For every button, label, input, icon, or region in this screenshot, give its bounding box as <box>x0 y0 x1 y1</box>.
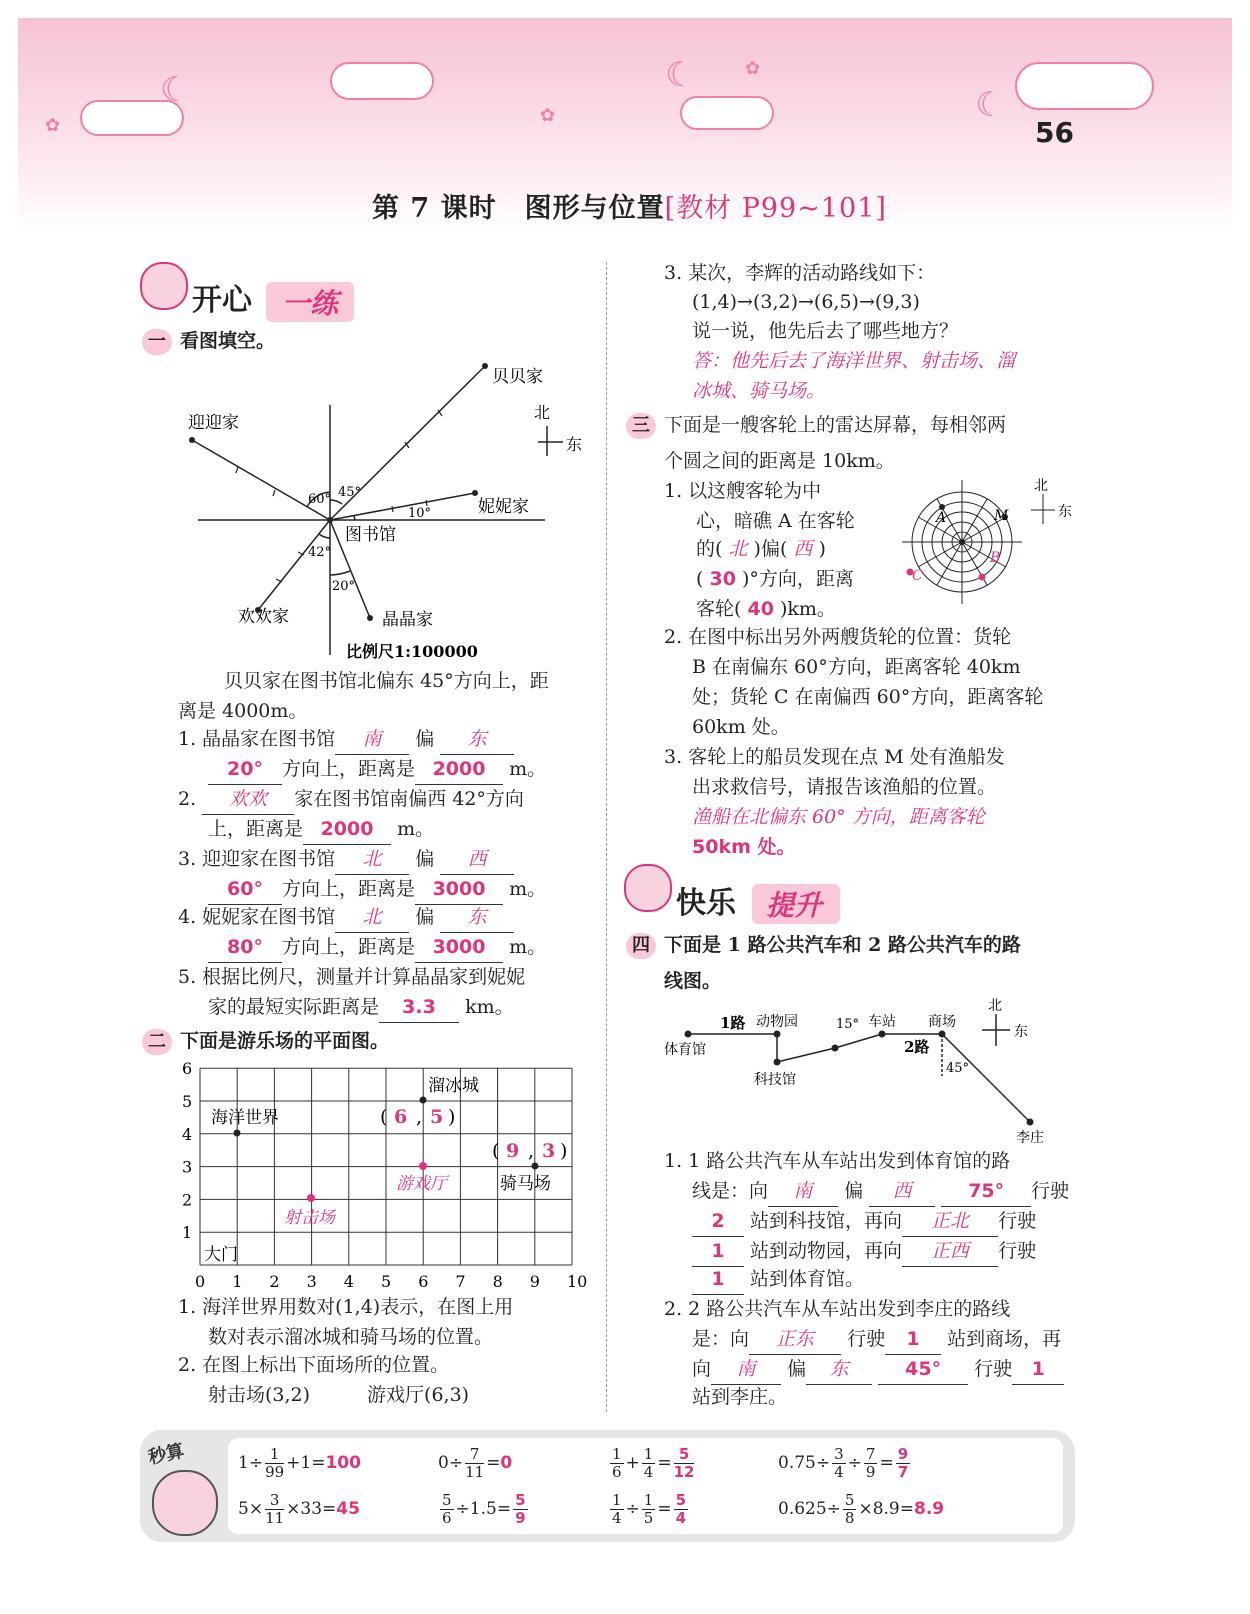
s2-q2-line1: 2. 在图上标出下面场所的位置。 <box>178 1354 450 1376</box>
fig-angle-45: 45° <box>338 485 362 500</box>
fig-angle-20: 20° <box>332 579 356 594</box>
answer: 2000 <box>415 754 503 785</box>
fig-nini-label: 妮妮家 <box>478 497 529 517</box>
section-2-heading: 二 下面是游乐场的平面图。 <box>142 1026 389 1056</box>
answer: 南 <box>768 1176 838 1207</box>
answer: 北 <box>335 844 409 875</box>
x-tick-label: 8 <box>492 1272 503 1291</box>
s3-q1-line5: 客轮( 40 )km。 <box>696 598 836 620</box>
section-3-heading: 三 下面是一艘客轮上的雷达屏幕，每相邻两 <box>626 410 1006 440</box>
cloud-decoration <box>680 96 774 130</box>
s4-q2-line4: 站到李庄。 <box>692 1386 788 1408</box>
answer: 75° <box>941 1176 1031 1207</box>
answer: 东 <box>440 902 514 933</box>
fig-north-label: 北 <box>534 403 551 422</box>
grid-ocean-label: 海洋世界 <box>211 1108 279 1128</box>
section-tag: 一 <box>142 329 172 355</box>
fig-angle-10: 10° <box>408 506 432 521</box>
s4-q2-line1: 2. 2 路公共汽车从车站出发到李庄的路线 <box>664 1298 1011 1320</box>
x-tick-label: 4 <box>343 1272 354 1291</box>
s4-q1-line4: 1 站到动物园，再向 正西 行驶 <box>692 1236 1036 1267</box>
moon-icon: ☾ <box>160 70 191 110</box>
s1-q5-line2: 家的最短实际距离是 3.3 km。 <box>208 992 514 1023</box>
section-4-heading2: 线图。 <box>664 970 722 992</box>
answer: 20° <box>208 754 282 785</box>
map-route2: 2路 <box>904 1038 930 1056</box>
map-mall: 商场 <box>928 1014 956 1030</box>
map-north: 北 <box>988 998 1002 1014</box>
moon-icon: ☾ <box>975 85 1006 125</box>
banner-yilian: 一练 <box>282 287 339 320</box>
fig-yingying-label: 迎迎家 <box>188 413 239 433</box>
answer: 80° <box>208 932 282 963</box>
pair-comma: , <box>416 1106 423 1128</box>
s4-q1-line2: 线是：向 南 偏 西 75° 行驶 <box>692 1176 1069 1207</box>
s3-q2-line4: 60km 处。 <box>692 716 790 738</box>
map-zoo: 动物园 <box>756 1014 798 1030</box>
section-1-heading <box>142 326 275 356</box>
quick-calc-label: 秒算 <box>146 1440 187 1469</box>
map-east: 东 <box>1014 1024 1028 1040</box>
s4-q2-line2: 是：向 正东 行驶 1 站到商场，再 <box>692 1324 1061 1355</box>
s3-q3-answer1: 渔船在北偏东 60° 方向，距离客轮 <box>692 806 985 828</box>
s4-q1-line5: 1 站到体育馆。 <box>692 1264 864 1295</box>
answer: 正西 <box>902 1236 998 1267</box>
answer: 40 <box>747 598 774 620</box>
y-tick-label: 5 <box>182 1092 193 1111</box>
s1-intro-line2: 离是 4000m。 <box>178 700 308 722</box>
x-tick-label: 1 <box>232 1272 243 1291</box>
s2-q3-line1: 3. 某次，李辉的活动路线如下： <box>664 262 936 284</box>
answer: 3000 <box>415 874 503 905</box>
pair-open: ( <box>380 1106 388 1128</box>
map-angle-15: 15° <box>836 1017 860 1032</box>
radar-screen <box>898 470 1083 610</box>
section-tag: 二 <box>142 1029 172 1055</box>
s3-q2-line2: B 在南偏东 60°方向，距离客轮 40km <box>692 656 1021 678</box>
page-number: 56 <box>1035 116 1074 149</box>
banner-kuaile: 快乐 <box>676 886 736 921</box>
s4-q1-line3: 2 站到科技馆，再向 正北 行驶 <box>692 1206 1036 1237</box>
title-text: 第 7 课时 图形与位置 <box>372 193 665 224</box>
answer: 西 <box>793 538 813 560</box>
map-gym: 体育馆 <box>664 1042 706 1058</box>
answer: 欢欢 <box>202 784 294 815</box>
answer: 1 <box>692 1236 744 1267</box>
section-tag: 四 <box>626 933 656 959</box>
lesson-title <box>372 186 887 225</box>
s3-q1-line2: 心，暗礁 A 在客轮 <box>696 510 855 532</box>
map-tech: 科技馆 <box>754 1072 796 1088</box>
radar-east: 东 <box>1058 504 1072 520</box>
section-3-heading2: 个圆之间的距离是 10km。 <box>664 450 895 472</box>
s1-q1-line1: 1. 晶晶家在图书馆 南 偏 东 <box>178 724 514 755</box>
calc-r2c4: 0.625÷ $\frac{5}{8}$ ×8.9=8.9 <box>778 1491 945 1527</box>
answer: 北 <box>335 902 409 933</box>
section-4-heading: 四 下面是 1 路公共汽车和 2 路公共汽车的路 <box>626 930 1021 960</box>
pair-close: ) <box>448 1106 456 1128</box>
radar-C: C <box>912 568 923 584</box>
cloud-decoration <box>1015 62 1154 110</box>
s1-q1-line2: 20° 方向上，距离是 2000 m。 <box>208 754 546 785</box>
s1-q5-line1: 5. 根据比例尺，测量并计算晶晶家到妮妮 <box>178 966 526 988</box>
calc-r1c3: $\frac{1}{6}$ + $\frac{1}{4}$ = $\frac{5}{12}$ <box>612 1445 695 1481</box>
grid-gate-label: 大门 <box>204 1245 238 1265</box>
map-angle-45: 45° <box>946 1061 970 1076</box>
calc-r2c1: 5× $\frac{3}{11}$ ×33=45 <box>238 1491 360 1527</box>
y-tick-label: 6 <box>182 1059 193 1079</box>
s2-q3-line2: (1,4)→(3,2)→(6,5)→(9,3) <box>692 291 920 313</box>
s4-q1-line1: 1. 1 路公共汽车从车站出发到体育馆的路 <box>664 1150 1011 1172</box>
grid-ice-label: 溜冰城 <box>428 1076 479 1096</box>
s3-q1-line1: 1. 以这艘客轮为中 <box>664 480 822 502</box>
s3-q1-line4: ( 30 )°方向，距离 <box>696 568 854 590</box>
answer: 西 <box>440 844 514 875</box>
y-tick-label: 2 <box>182 1190 193 1210</box>
answer: 正北 <box>902 1206 998 1237</box>
s3-q3-answer2: 50km 处。 <box>692 836 796 858</box>
grid-game-label: 游戏厅 <box>396 1174 447 1194</box>
fig-library-label: 图书馆 <box>345 525 396 545</box>
s1-q2-line1: 2. 欢欢 家在图书馆南偏西 42°方向 <box>178 784 524 815</box>
star-icon: ✿ <box>45 115 61 136</box>
answer: 正东 <box>749 1324 841 1355</box>
fig-east-label: 东 <box>566 435 583 454</box>
radar-north: 北 <box>1034 478 1048 494</box>
s2-q3-line3: 说一说，他先后去了哪些地方？ <box>692 320 959 342</box>
s2-q1-line1: 1. 海洋世界用数对(1,4)表示，在图上用 <box>178 1296 514 1318</box>
map-route1: 1路 <box>720 1014 746 1032</box>
amusement-park-grid <box>178 1055 598 1300</box>
calc-r2c3: $\frac{1}{4}$ ÷ $\frac{1}{5}$ = $\frac{5}{4}$ <box>612 1491 687 1527</box>
column-divider <box>606 262 607 1412</box>
s1-q4-line1: 4. 妮妮家在图书馆 北 偏 东 <box>178 902 514 933</box>
y-tick-label: 1 <box>182 1223 193 1243</box>
bear-mascot-icon <box>624 864 672 912</box>
answer: 2000 <box>303 814 391 845</box>
s3-q2-line3: 处；货轮 C 在南偏西 60°方向，距离客轮 <box>692 686 1044 708</box>
calc-r1c4: 0.75÷ $\frac{3}{4}$ ÷ $\frac{7}{9}$ = $\frac{9}{7}$ <box>778 1445 909 1481</box>
s2-q3-answer1: 答：他先后去了海洋世界、射击场、溜 <box>692 350 1016 372</box>
answer: 1 <box>692 1264 744 1295</box>
banner-kaixin: 开心 <box>192 283 252 318</box>
s1-q3-line2: 60° 方向上，距离是 3000 m。 <box>208 874 546 905</box>
s1-q2-line2: 上，距离是 2000 m。 <box>208 814 434 845</box>
answer: 南 <box>335 724 409 755</box>
grid-shoot-label: 射击场 <box>284 1208 335 1228</box>
pair2-y: 3 <box>542 1140 556 1162</box>
answer: 45° <box>878 1354 968 1385</box>
calc-r1c1: 1÷ $\frac{1}{99}$ +1=100 <box>238 1445 361 1481</box>
s3-q3-line2: 出求救信号，请报告该渔船的位置。 <box>692 776 997 798</box>
answer: 东 <box>440 724 514 755</box>
answer: 1 <box>885 1324 941 1355</box>
boy-mascot-icon <box>152 1470 218 1536</box>
s3-q2-line1: 2. 在图中标出另外两艘货轮的位置：货轮 <box>664 626 1012 648</box>
answer: 30 <box>709 568 736 590</box>
answer: 2 <box>692 1206 744 1237</box>
bus-route-map <box>660 998 1060 1148</box>
x-tick-label: 6 <box>418 1272 429 1291</box>
answer: 3000 <box>415 932 503 963</box>
textbook-ref: [教材 P99~101] <box>664 193 887 224</box>
s3-q3-line1: 3. 客轮上的船员发现在点 M 处有渔船发 <box>664 746 1005 768</box>
cloud-decoration <box>330 62 434 100</box>
pair-comma: , <box>528 1140 535 1162</box>
x-tick-label: 0 <box>195 1272 206 1291</box>
x-tick-label: 2 <box>269 1272 280 1291</box>
heading-text: 看图填空。 <box>180 330 276 352</box>
x-tick-label: 10 <box>567 1272 588 1291</box>
pair-close: ) <box>560 1140 568 1162</box>
calc-r2c2: $\frac{5}{6}$ ÷1.5= $\frac{5}{9}$ <box>442 1491 526 1527</box>
y-tick-label: 3 <box>182 1157 193 1177</box>
answer: 1 <box>1012 1354 1064 1385</box>
fig-jingjing-label: 晶晶家 <box>382 610 433 630</box>
pair-open: ( <box>492 1140 500 1162</box>
answer: 3.3 <box>379 992 459 1023</box>
fig-angle-42: 42° <box>308 545 332 560</box>
answer: 北 <box>728 538 748 560</box>
map-lizhuang: 李庄 <box>1016 1130 1044 1146</box>
moon-icon: ☾ <box>665 55 696 95</box>
radar-A: A <box>936 510 947 526</box>
answer: 西 <box>869 1176 935 1207</box>
s1-q3-line1: 3. 迎迎家在图书馆 北 偏 西 <box>178 844 514 875</box>
s3-q1-line3: 的( 北 )偏( 西 ) <box>696 538 826 560</box>
s1-intro-line1: 贝贝家在图书馆北偏东 45°方向上，距 <box>224 670 549 692</box>
pair1-x: 6 <box>394 1106 408 1128</box>
radar-B: B <box>990 550 1001 566</box>
banner-tisheng: 提升 <box>766 889 823 922</box>
x-tick-label: 5 <box>381 1272 392 1291</box>
map-station: 车站 <box>868 1014 896 1030</box>
pair2-x: 9 <box>506 1140 520 1162</box>
fig-huanhuan-label: 欢欢家 <box>238 607 289 627</box>
star-icon: ✿ <box>540 105 556 126</box>
answer: 东 <box>806 1354 872 1385</box>
y-tick-label: 4 <box>182 1124 193 1144</box>
answer: 南 <box>711 1354 781 1385</box>
answer: 60° <box>208 874 282 905</box>
direction-figure <box>180 360 600 670</box>
pair1-y: 5 <box>430 1106 444 1128</box>
x-tick-label: 3 <box>306 1272 317 1291</box>
fig-angle-60: 60° <box>308 492 332 507</box>
x-tick-label: 7 <box>455 1272 466 1291</box>
s4-q2-line3: 向 南 偏 东 45° 行驶 1 <box>692 1354 1064 1385</box>
calc-r1c2: 0÷ $\frac{7}{11}$ =0 <box>438 1445 513 1481</box>
s2-q3-answer2: 冰城、骑马场。 <box>692 380 826 402</box>
radar-M: M <box>994 508 1009 524</box>
fig-scale: 比例尺1:100000 <box>346 642 478 661</box>
x-tick-label: 9 <box>529 1272 540 1291</box>
fig-beibei-label: 贝贝家 <box>492 367 543 387</box>
s2-q2-line2: 射击场(3,2) 游戏厅(6,3) <box>208 1384 470 1406</box>
grid-horse-label: 骑马场 <box>500 1174 551 1194</box>
bear-mascot-icon <box>140 262 188 310</box>
s2-q1-line2: 数对表示溜冰城和骑马场的位置。 <box>208 1326 494 1348</box>
section-tag: 三 <box>626 413 656 439</box>
star-icon: ✿ <box>745 58 761 79</box>
s1-q4-line2: 80° 方向上，距离是 3000 m。 <box>208 932 546 963</box>
